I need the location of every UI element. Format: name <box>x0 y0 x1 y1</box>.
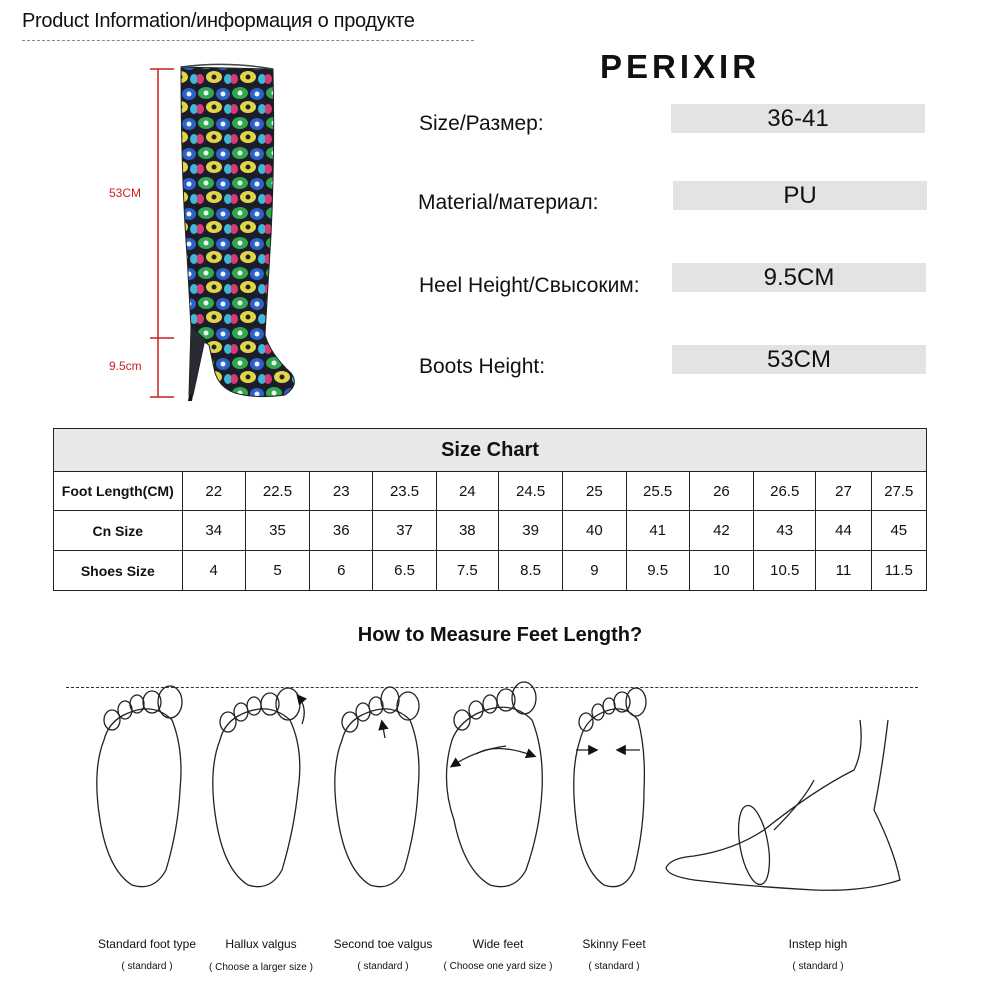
boot-illustration <box>95 55 335 415</box>
spec-size-value: 36-41 <box>671 104 925 133</box>
foot-label-instep-high: Instep high <box>788 937 848 951</box>
table-cell: 22 <box>182 472 245 511</box>
foot-note-second-toe-valgus: ( standard ) <box>357 961 409 972</box>
boot-shaft-dimension: 53CM <box>109 186 142 200</box>
row-label-shoes-size: Shoes Size <box>54 551 183 591</box>
spec-heel-value: 9.5CM <box>672 263 926 292</box>
table-cell: 11 <box>816 551 871 591</box>
foot-note-standard: ( standard ) <box>121 961 173 972</box>
foot-note-hallux-valgus: ( Choose a larger size ) <box>209 962 313 973</box>
table-row <box>54 551 927 591</box>
spec-size-label: Size/Размер: <box>419 112 544 135</box>
table-cell: 23.5 <box>373 472 436 511</box>
spec-material-label: Material/материал: <box>418 191 599 214</box>
spec-boots-height-value: 53CM <box>672 345 926 374</box>
row-label-cn-size: Cn Size <box>54 511 183 551</box>
table-cell: 24.5 <box>498 472 562 511</box>
table-cell: 6.5 <box>373 551 436 591</box>
table-cell: 26 <box>689 472 753 511</box>
table-cell: 25.5 <box>626 472 689 511</box>
page-header-title: Product Information/информация о продукте <box>22 10 415 32</box>
foot-note-instep-high: ( standard ) <box>792 961 844 972</box>
table-cell: 44 <box>816 511 871 551</box>
foot-label-second-toe-valgus: Second toe valgus <box>333 937 433 951</box>
table-cell: 9.5 <box>626 551 689 591</box>
foot-label-wide-feet: Wide feet <box>472 937 524 951</box>
measure-title: How to Measure Feet Length? <box>357 624 643 646</box>
table-cell: 42 <box>689 511 753 551</box>
table-row <box>54 511 927 551</box>
table-cell: 26.5 <box>754 472 816 511</box>
spec-boots-height-label: Boots Height: <box>419 355 546 378</box>
table-cell: 25 <box>563 472 626 511</box>
table-cell: 4 <box>182 551 245 591</box>
table-cell: 11.5 <box>871 551 926 591</box>
foot-label-standard: Standard foot type <box>97 937 197 951</box>
spec-heel-label: Heel Height/Свысоким: <box>419 274 640 297</box>
foot-note-skinny-feet: ( standard ) <box>588 961 640 972</box>
foot-label-skinny-feet: Skinny Feet <box>582 937 646 951</box>
table-cell: 40 <box>563 511 626 551</box>
boot-image <box>95 55 335 415</box>
size-chart-title: Size Chart <box>54 429 927 472</box>
foot-label-hallux-valgus: Hallux valgus <box>225 937 297 951</box>
table-cell: 10 <box>689 551 753 591</box>
brand-name: PERIXIR <box>600 48 761 85</box>
foot-note-wide-feet: ( Choose one yard size ) <box>443 961 553 972</box>
foot-skinny-icon <box>574 688 646 887</box>
table-cell: 35 <box>245 511 309 551</box>
size-chart-table <box>53 428 927 591</box>
table-cell: 9 <box>563 551 626 591</box>
foot-instep-high-icon <box>666 720 900 890</box>
feet-diagrams <box>0 680 1000 930</box>
table-cell: 10.5 <box>754 551 816 591</box>
table-cell: 37 <box>373 511 436 551</box>
table-cell: 38 <box>436 511 498 551</box>
spec-material-value: PU <box>673 181 927 210</box>
table-cell: 39 <box>498 511 562 551</box>
table-cell: 5 <box>245 551 309 591</box>
table-cell: 36 <box>310 511 373 551</box>
table-cell: 27 <box>816 472 871 511</box>
table-cell: 43 <box>754 511 816 551</box>
boot-heel-dimension: 9.5cm <box>109 359 142 373</box>
table-cell: 24 <box>436 472 498 511</box>
foot-second-toe-valgus-icon <box>335 687 419 887</box>
table-cell: 6 <box>310 551 373 591</box>
table-cell: 23 <box>310 472 373 511</box>
size-chart <box>53 428 927 589</box>
table-cell: 8.5 <box>498 551 562 591</box>
table-cell: 41 <box>626 511 689 551</box>
table-cell: 7.5 <box>436 551 498 591</box>
foot-hallux-valgus-icon <box>213 688 304 887</box>
table-cell: 34 <box>182 511 245 551</box>
row-label-foot-length: Foot Length(CM) <box>54 472 183 511</box>
table-cell: 22.5 <box>245 472 309 511</box>
table-cell: 27.5 <box>871 472 926 511</box>
header-divider <box>22 40 474 41</box>
table-cell: 45 <box>871 511 926 551</box>
foot-standard-icon <box>97 686 182 887</box>
foot-wide-icon <box>446 682 542 887</box>
table-row <box>54 472 927 511</box>
